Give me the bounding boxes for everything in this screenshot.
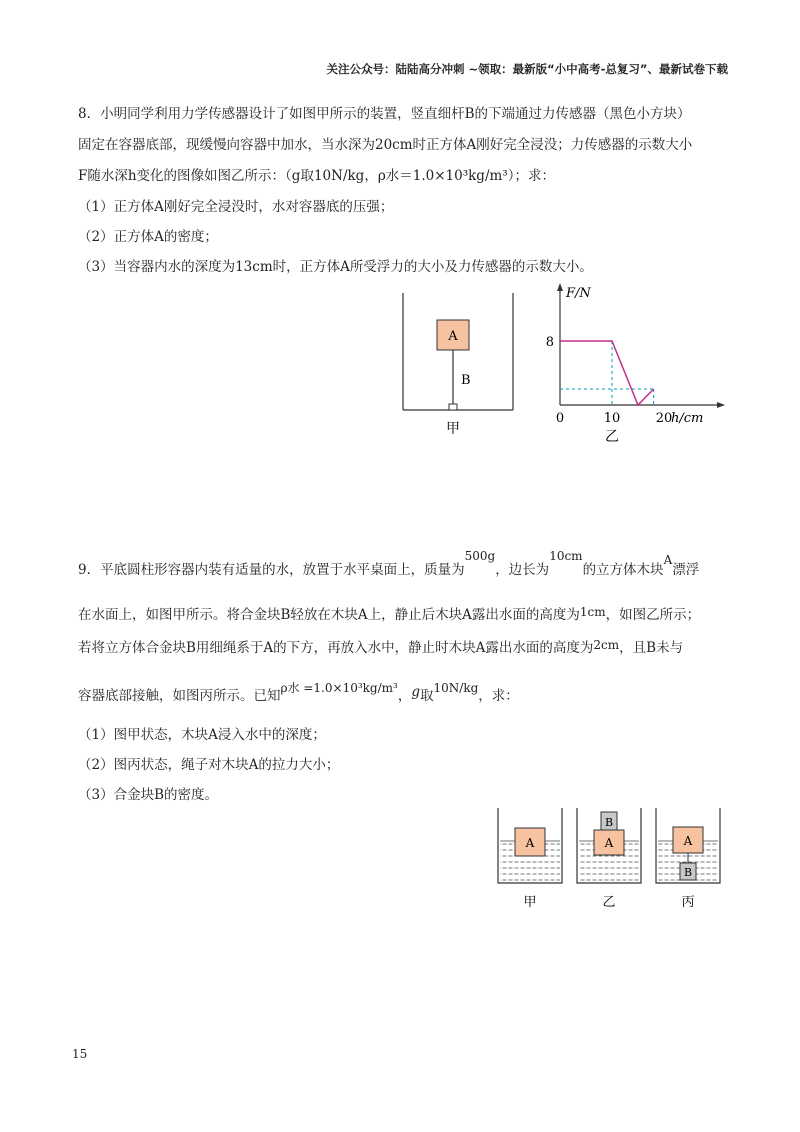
y-axis-label: F/N — [566, 286, 591, 301]
q9-line1-text: 9．平底圆柱形容器内装有适量的水，放置于水平桌面上，质量为 — [78, 562, 465, 578]
y-axis-arrow — [557, 283, 563, 291]
mass-value: 500g — [464, 549, 496, 563]
q9-line3 — [78, 636, 683, 656]
block-a-label: A — [525, 836, 535, 850]
container-bing — [656, 808, 720, 910]
q9-line4-text: 容器底部接触，如图丙所示。已知 — [78, 688, 281, 704]
x-axis-label: h/cm — [671, 411, 704, 426]
x-tick-label: 10 — [603, 411, 621, 426]
q9-line1-text2: ，边长为 — [495, 562, 550, 578]
x-tick-label: 20 — [655, 411, 673, 426]
q9-line4-text2: ， — [397, 688, 412, 704]
q8-line3: F随水深h变化的图像如图乙所示：（g取10N/kg，ρ水＝1.0×10³kg/m³）；求： — [78, 168, 555, 184]
q9-line2 — [78, 603, 700, 623]
g-value: 10N/kg — [433, 681, 479, 695]
q9-line3-text: 若将立方体合金块B用细绳系于A的下方，再放入水中，静止时木块A露出水面的高度为 — [78, 640, 594, 656]
q9-line4-text3: 取 — [420, 688, 434, 704]
block-a-label: A — [683, 834, 693, 848]
page-number: 15 — [72, 1047, 88, 1061]
height2-value: 2cm — [593, 638, 620, 652]
q8-sub3: （3）当容器内水的深度为13cm时，正方体A所受浮力的大小及力传感器的示数大小。 — [78, 259, 593, 275]
q9-figures — [490, 805, 735, 915]
x-tick-label: 0 — [555, 411, 565, 426]
height1-value: 1cm — [579, 605, 606, 619]
block-a-symbol: A — [663, 553, 673, 567]
q9-line2-text2: ，如图乙所示； — [605, 607, 701, 623]
edge-value: 10cm — [549, 549, 583, 563]
force-sensor — [449, 404, 457, 410]
q9-line1-text4: 漂浮 — [672, 562, 700, 578]
q9-sub2: （2）图丙状态，绳子对木块A的拉力大小； — [78, 757, 340, 773]
q8-line1: 8．小明同学利用力学传感器设计了如图甲所示的装置，竖直细杆B的下端通过力传感器（黑色小方块） — [78, 106, 691, 122]
alloy-b-label: B — [604, 816, 614, 829]
q9-line1 — [78, 549, 700, 578]
page-header: 关注公众号：陆陆高分冲刺 ~领取：最新版“小中高考-总复习”、最新试卷下载 — [326, 62, 728, 76]
g-symbol: g — [411, 684, 420, 700]
q8-chart — [540, 280, 730, 445]
force-depth-line — [560, 341, 654, 405]
block-a-label: A — [448, 329, 458, 344]
rod-b-label: B — [461, 373, 471, 388]
container-yi — [577, 808, 641, 910]
figure-caption-yi: 乙 — [605, 429, 619, 445]
x-axis-arrow — [717, 402, 725, 408]
q8-figure-container — [395, 285, 525, 445]
q9-line4 — [78, 681, 519, 704]
figure-caption-jia: 甲 — [523, 895, 537, 910]
q9-line2-text: 在水面上，如图甲所示。将合金块B轻放在木块A上，静止后木块A露出水面的高度为 — [78, 607, 580, 623]
q9-line3-text2: ，且B未与 — [619, 640, 684, 656]
q8-line2: 固定在容器底部，现缓慢向容器中加水，当水深为20cm时正方体A刚好完全浸没；力传感器的示数大小 — [78, 137, 693, 153]
container-jia — [498, 808, 562, 910]
figure-caption-bing: 丙 — [681, 895, 695, 910]
q9-line4-text4: ，求： — [478, 688, 519, 704]
q9-sub3: （3）合金块B的密度。 — [78, 787, 219, 803]
block-a-label: A — [604, 836, 614, 850]
q8-sub1: （1）正方体A刚好完全浸没时，水对容器底的压强； — [78, 199, 394, 215]
figure-caption-yi: 乙 — [602, 895, 616, 910]
y-tick-label: 8 — [545, 335, 554, 350]
alloy-b-label: B — [683, 866, 693, 879]
figure-caption-jia: 甲 — [446, 421, 460, 437]
q9-sub1: （1）图甲状态，木块A浸入水中的深度； — [78, 727, 326, 743]
q8-sub2: （2）正方体A的密度； — [78, 229, 218, 245]
water-density: ρ水 =1.0×10³kg/m³ — [280, 681, 398, 695]
q9-line1-text3: 的立方体木块 — [582, 562, 664, 578]
